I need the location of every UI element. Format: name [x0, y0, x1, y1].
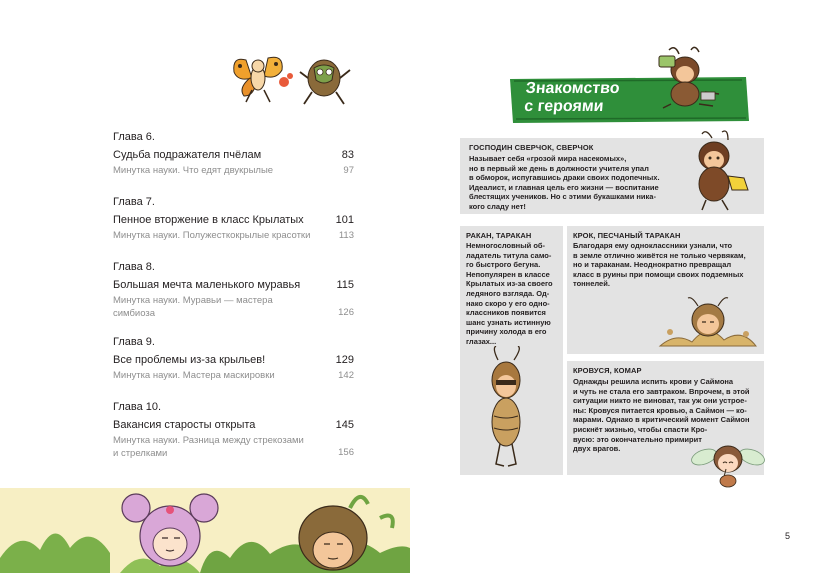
chapter-page: 145	[335, 419, 354, 431]
banner-title-line: Знакомство	[525, 80, 621, 97]
description-line: классников появится	[466, 308, 546, 318]
toc-chapter-7	[113, 192, 354, 245]
description-line: Непопулярен в классе	[466, 269, 550, 279]
chapter-title: Все проблемы из-за крыльев!	[113, 354, 266, 366]
description-line: ладатель титула само-	[466, 250, 552, 260]
chapter-page: 129	[335, 354, 354, 366]
character-name: ГОСПОДИН СВЕРЧОК, СВЕРЧОК	[469, 143, 594, 152]
chapter-number: Глава 6.	[113, 131, 155, 143]
chapter-title-row[interactable]	[113, 277, 354, 294]
science-minute-line: Минутка науки. Муравьи — мастера	[113, 295, 273, 306]
rakan-portrait	[478, 346, 538, 472]
description-line: кого сладу нет!	[469, 201, 526, 211]
description-line: вусю: это окончательно примирит	[573, 434, 702, 444]
science-minute-line: и стрелками	[113, 448, 168, 459]
description-line: ны: Кровуся питается кровью, а Саймон — ко-	[573, 405, 747, 415]
description-line: Называет себя «грозой мира насекомых»,	[469, 154, 627, 163]
chapter-number: Глава 9.	[113, 336, 155, 348]
chapter-title: Судьба подражателя пчёлам	[113, 149, 262, 161]
description-line: ледяного взгляда. Од-	[466, 288, 550, 298]
chapter-title: Пенное вторжение в класс Крылатых	[113, 214, 304, 226]
description-line: го быстрого бегуна.	[466, 260, 541, 270]
science-minute-row[interactable]	[113, 434, 354, 460]
science-minute-title: Минутка науки. Что едят двукрылые	[113, 165, 274, 176]
science-minute-row[interactable]	[113, 369, 354, 385]
toc-chapter-6	[113, 127, 354, 180]
krovusya-portrait	[690, 437, 766, 489]
description-line: ситуации никто не виноват, так уж они устрое-	[573, 396, 747, 406]
cricket-portrait	[684, 128, 764, 212]
description-line: но в первый же день в должности учителя упал	[469, 163, 649, 173]
character-name: КРОК, ПЕСЧАНЫЙ ТАРАКАН	[573, 231, 681, 240]
science-minute-row[interactable]	[113, 164, 354, 180]
description-line: причину холода в его	[466, 327, 547, 337]
description-line: Благодаря ему одноклассники узнали, что	[573, 241, 733, 250]
description-line: двух врагов.	[573, 444, 621, 454]
description-line: в обморок, испугавшись драки своих подопечных.	[469, 173, 660, 183]
toc-chapter-9	[113, 332, 354, 385]
table-of-contents	[113, 127, 354, 472]
description-line: и чуть не стала его завтраком. Впрочем, в этой	[573, 386, 750, 396]
toc-chapter-8	[113, 257, 354, 320]
science-minute-line: Минутка науки. Разница между стрекозами	[113, 435, 304, 446]
toc-chapter-10	[113, 397, 354, 460]
banner-title-line: с героями	[523, 98, 605, 115]
science-minute-row[interactable]	[113, 229, 354, 245]
description-line: в земле отлично живётся не только червякам,	[573, 250, 746, 260]
science-minute-page: 113	[338, 230, 354, 241]
science-minute-title: Минутка науки. Полужесткокрылые красотки	[113, 230, 311, 241]
top-cartoon-illustration	[228, 52, 358, 108]
description-line: нако скоро у его одно-	[466, 298, 550, 308]
description-line: рискнёт жизнью, чтобы спасти Кро-	[573, 424, 708, 434]
science-minute-row[interactable]	[113, 294, 354, 320]
chapter-title: Вакансия старосты открыта	[113, 419, 256, 431]
chapter-title-row[interactable]	[113, 212, 354, 229]
description-line: Немногословный об-	[466, 241, 546, 250]
science-minute-page: 97	[343, 165, 354, 176]
banner-cricket-illustration	[645, 44, 725, 110]
science-minute-title: Минутка науки. Мастера маскировки	[113, 370, 275, 381]
science-minute-line: симбиоза	[113, 308, 156, 319]
page-number: 5	[785, 531, 791, 541]
science-minute-title	[113, 294, 338, 320]
chapter-page: 101	[335, 214, 354, 226]
description-line: Крылатых из-за своего	[466, 279, 553, 289]
description-line: глазах...	[466, 336, 497, 346]
science-minute-title	[113, 434, 338, 460]
chapter-page: 115	[336, 279, 354, 291]
krok-portrait	[656, 292, 760, 352]
science-minute-page: 142	[338, 370, 354, 381]
description-line: тоннелей.	[573, 279, 610, 289]
description-line: но и тараканам. Неоднократно превращал	[573, 260, 732, 270]
description-line: Идеалист, и главная цель его жизни — воспитание	[469, 182, 659, 192]
character-description	[466, 241, 553, 347]
character-name: КРОВУСЯ, КОМАР	[573, 366, 642, 375]
chapter-number: Глава 8.	[113, 261, 155, 273]
chapter-title-row[interactable]	[113, 417, 354, 434]
chapter-page: 83	[341, 149, 354, 161]
character-name: РАКАН, ТАРАКАН	[466, 231, 532, 240]
description-line: марами. Однако в критический момент Саймон	[573, 415, 750, 425]
description-line: шанс узнать истинную	[466, 317, 551, 327]
science-minute-page: 126	[338, 307, 354, 318]
chapter-title-row[interactable]	[113, 352, 354, 369]
character-description	[469, 154, 660, 212]
chapter-title: Большая мечта маленького муравья	[113, 279, 301, 291]
description-line: Однажды решила испить крови у Саймона	[573, 377, 734, 386]
description-line: класс в руины при помощи своих подземных	[573, 269, 744, 279]
bottom-scene-illustration	[0, 488, 410, 573]
chapter-number: Глава 10.	[113, 401, 162, 413]
chapter-number: Глава 7.	[113, 196, 155, 208]
character-description	[573, 241, 746, 289]
science-minute-page: 156	[338, 447, 354, 458]
description-line: блестящих учеников. Но с этими букашками ника-	[469, 192, 656, 202]
chapter-title-row[interactable]	[113, 147, 354, 164]
banner-title	[524, 81, 621, 115]
